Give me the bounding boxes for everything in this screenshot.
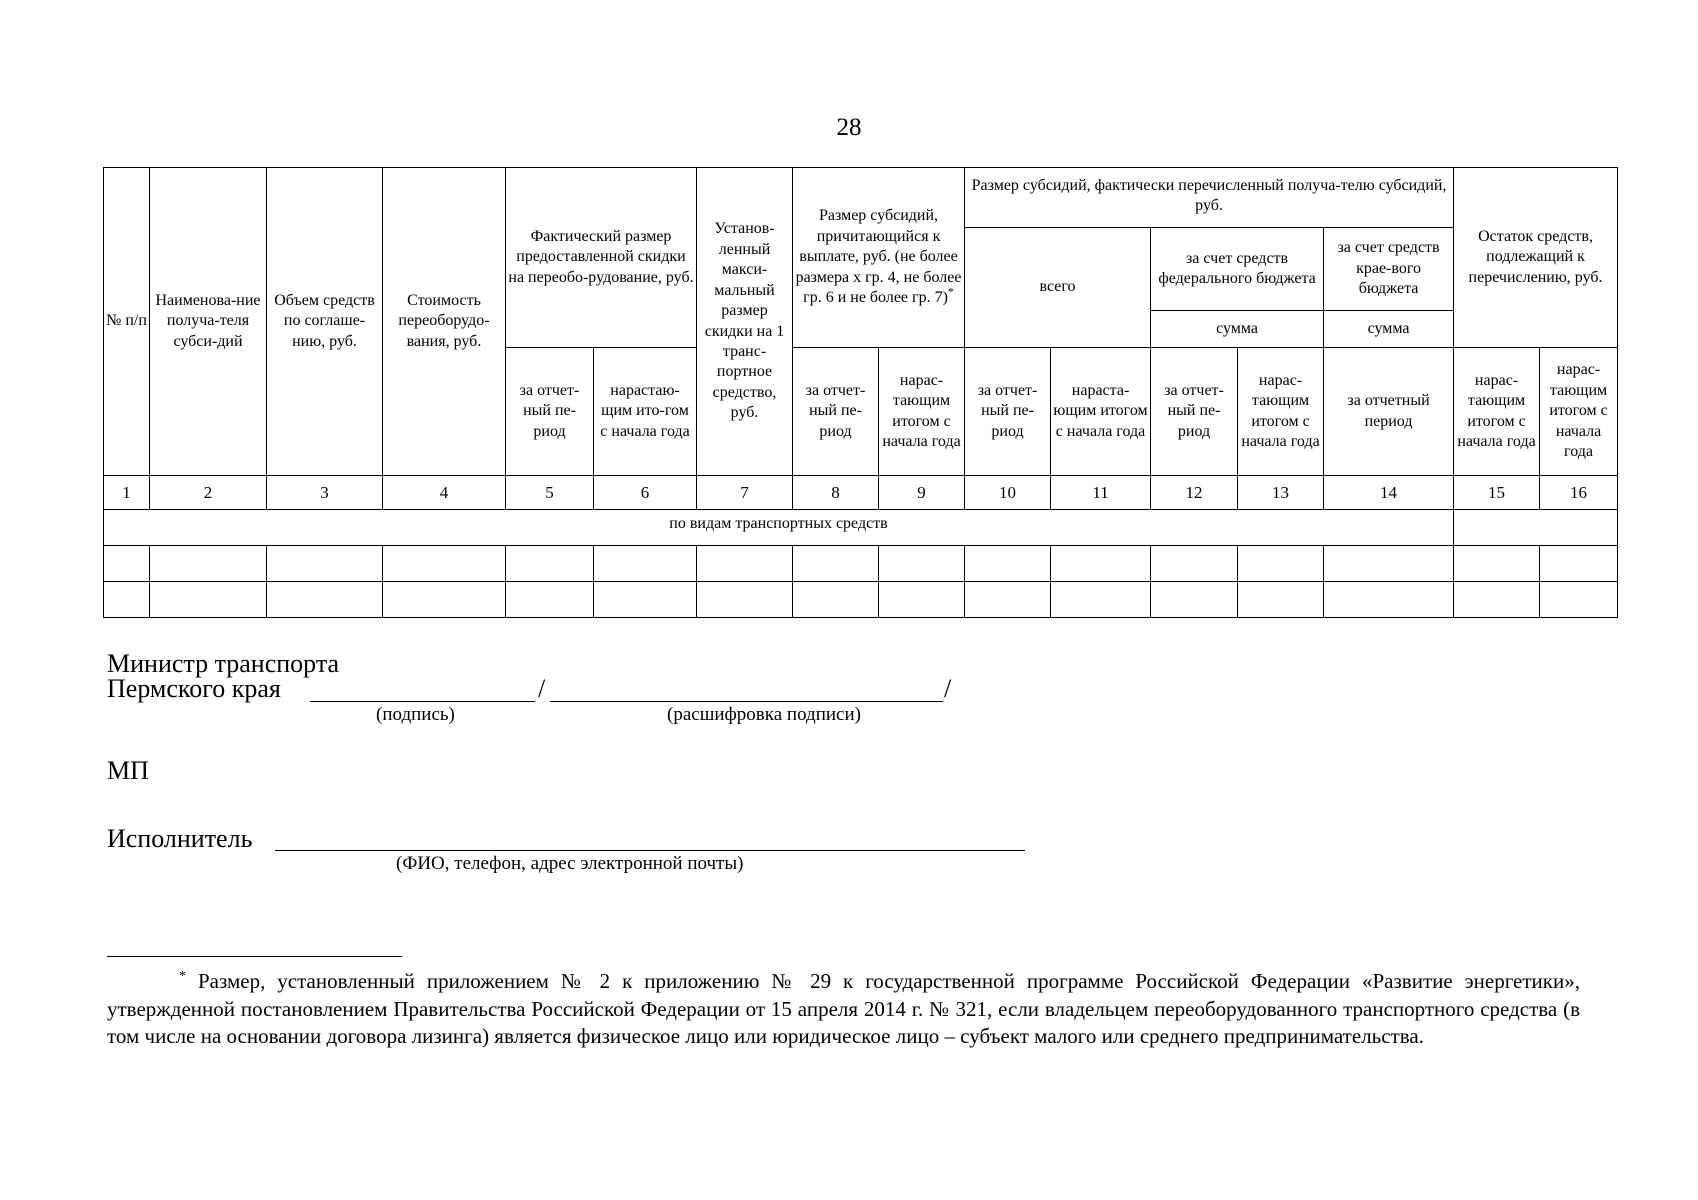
table-cell[interactable] [150,546,267,582]
header-recipient-name: Наименова-ние получа-теля субси-дий [150,168,267,476]
table-cell[interactable] [1051,546,1151,582]
footnote-rule [107,956,402,957]
header-sum-federal: сумма [1151,311,1324,348]
table-row [104,546,1618,582]
table-cell[interactable] [267,546,383,582]
signature-caption: (подпись) [376,704,455,725]
header-sum-regional: сумма [1324,311,1454,348]
executor-caption: (ФИО, телефон, адрес электронной почты) [396,853,744,874]
header-sub-total: всего [965,228,1151,348]
column-number: 1 [104,476,150,510]
column-number: 12 [1151,476,1238,510]
report-table [103,167,1618,618]
footnote [107,968,1580,1051]
table-cell[interactable] [965,546,1051,582]
table-cell[interactable] [150,582,267,618]
header-col-11: нараста-ющим итогом с начала года [1051,348,1151,476]
table-cell[interactable] [879,546,965,582]
header-max-discount: Установ-ленный макси-мальный размер скидки на 1 транс-портное средство, руб. [697,168,793,476]
header-col-6: нарастаю-щим ито-гом с начала года [594,348,697,476]
table-cell[interactable] [1540,546,1618,582]
table-cell[interactable] [1238,546,1324,582]
column-number: 4 [383,476,506,510]
column-number: 7 [697,476,793,510]
table-cell[interactable] [1151,582,1238,618]
table-cell[interactable] [267,582,383,618]
table-cell[interactable] [1454,546,1540,582]
section-title: по видам транспортных средств [104,510,1454,546]
section-title-row [104,510,1618,546]
header-number: № п/п [104,168,150,476]
table-cell[interactable] [1454,582,1540,618]
slash-right: / [944,674,952,703]
header-col-16: нарас-тающим итогом с начала года [1540,348,1618,476]
executor-line[interactable] [275,850,1025,851]
table-cell[interactable] [1540,582,1618,618]
table-cell[interactable] [1051,582,1151,618]
header-group-discount: Фактический размер предоставленной скидки на переобо-рудование, руб. [506,168,697,348]
table-cell[interactable] [104,546,150,582]
table-cell[interactable] [594,546,697,582]
footnote-mark: * [179,969,186,984]
column-number: 16 [1540,476,1618,510]
executor-label: Исполнитель [107,824,253,853]
header-row-1 [104,168,1618,228]
stamp-place: МП [107,756,149,785]
column-number: 8 [793,476,879,510]
column-number: 14 [1324,476,1454,510]
header-col-15: нарас-тающим итогом с начала года [1454,348,1540,476]
table-cell[interactable] [793,546,879,582]
header-col-14: за отчетный период [1324,348,1454,476]
column-number: 13 [1238,476,1324,510]
slash-left: / [538,674,546,703]
footnote-text: Размер, установленный приложением № 2 к приложению № 29 к государственной программе Российской Федерации «Развитие энергетики», утвержденной постановлением Правительства Российской Федерации от 15 апреля 2014 г. № 321, если владельцем переоборудованного транспортного средства (в том числе на основании договора лизинга) является физическое лицо или юридическое лицо – субъект малого или среднего предпринимательства. [107,969,1580,1048]
table-cell[interactable] [1324,582,1454,618]
column-numbers-row [104,476,1618,510]
header-group-due [793,168,965,348]
header-col-10: за отчет-ный пе-риод [965,348,1051,476]
header-col-9: нарас-тающим итогом с начала года [879,348,965,476]
table-cell[interactable] [104,582,150,618]
signature-line[interactable] [310,701,535,702]
header-col-12: за отчет-ный пе-риод [1151,348,1238,476]
column-number: 5 [506,476,594,510]
footnote-asterisk: * [947,284,954,299]
header-group-remainder: Остаток средств, подлежащий к перечислению, руб. [1454,168,1618,348]
table-cell[interactable] [1151,546,1238,582]
table-cell[interactable] [965,582,1051,618]
table-cell[interactable] [879,582,965,618]
table-cell[interactable] [383,546,506,582]
table-cell[interactable] [1238,582,1324,618]
header-group-due-text: Размер субсидий, причитающийся к выплате, руб. (не более размера х гр. 4, не более гр. 6 и не более гр. 7) [795,207,962,307]
table-cell[interactable] [793,582,879,618]
table-row [104,582,1618,618]
header-col-8: за отчет-ный пе-риод [793,348,879,476]
table-cell[interactable] [697,582,793,618]
table-cell[interactable] [594,582,697,618]
header-sub-federal: за счет средств федерального бюджета [1151,228,1324,311]
column-number: 3 [267,476,383,510]
header-agreement-volume: Объем средств по соглаше-нию, руб. [267,168,383,476]
table-cell[interactable] [1324,546,1454,582]
minister-title-line1: Министр транспорта [107,649,340,678]
table-cell[interactable] [383,582,506,618]
table-cell[interactable] [506,546,594,582]
column-number: 6 [594,476,697,510]
table-cell[interactable] [697,546,793,582]
header-col-13: нарас-тающим итогом с начала года [1238,348,1324,476]
column-number: 2 [150,476,267,510]
header-conversion-cost: Стоимость переоборудо-вания, руб. [383,168,506,476]
signature-decryption-caption: (расшифровка подписи) [667,704,861,725]
column-number: 11 [1051,476,1151,510]
column-number: 15 [1454,476,1540,510]
page-number: 28 [836,114,862,141]
header-col-5: за отчет-ный пе-риод [506,348,594,476]
header-group-paid: Размер субсидий, фактически перечисленный получа-телю субсидий, руб. [965,168,1454,228]
signature-decryption-line[interactable] [550,701,943,702]
table-cell[interactable] [506,582,594,618]
column-number: 9 [879,476,965,510]
section-title-empty [1454,510,1618,546]
minister-title-line2: Пермского края [107,674,281,703]
column-number: 10 [965,476,1051,510]
header-sub-regional: за счет средств крае-вого бюджета [1324,228,1454,311]
